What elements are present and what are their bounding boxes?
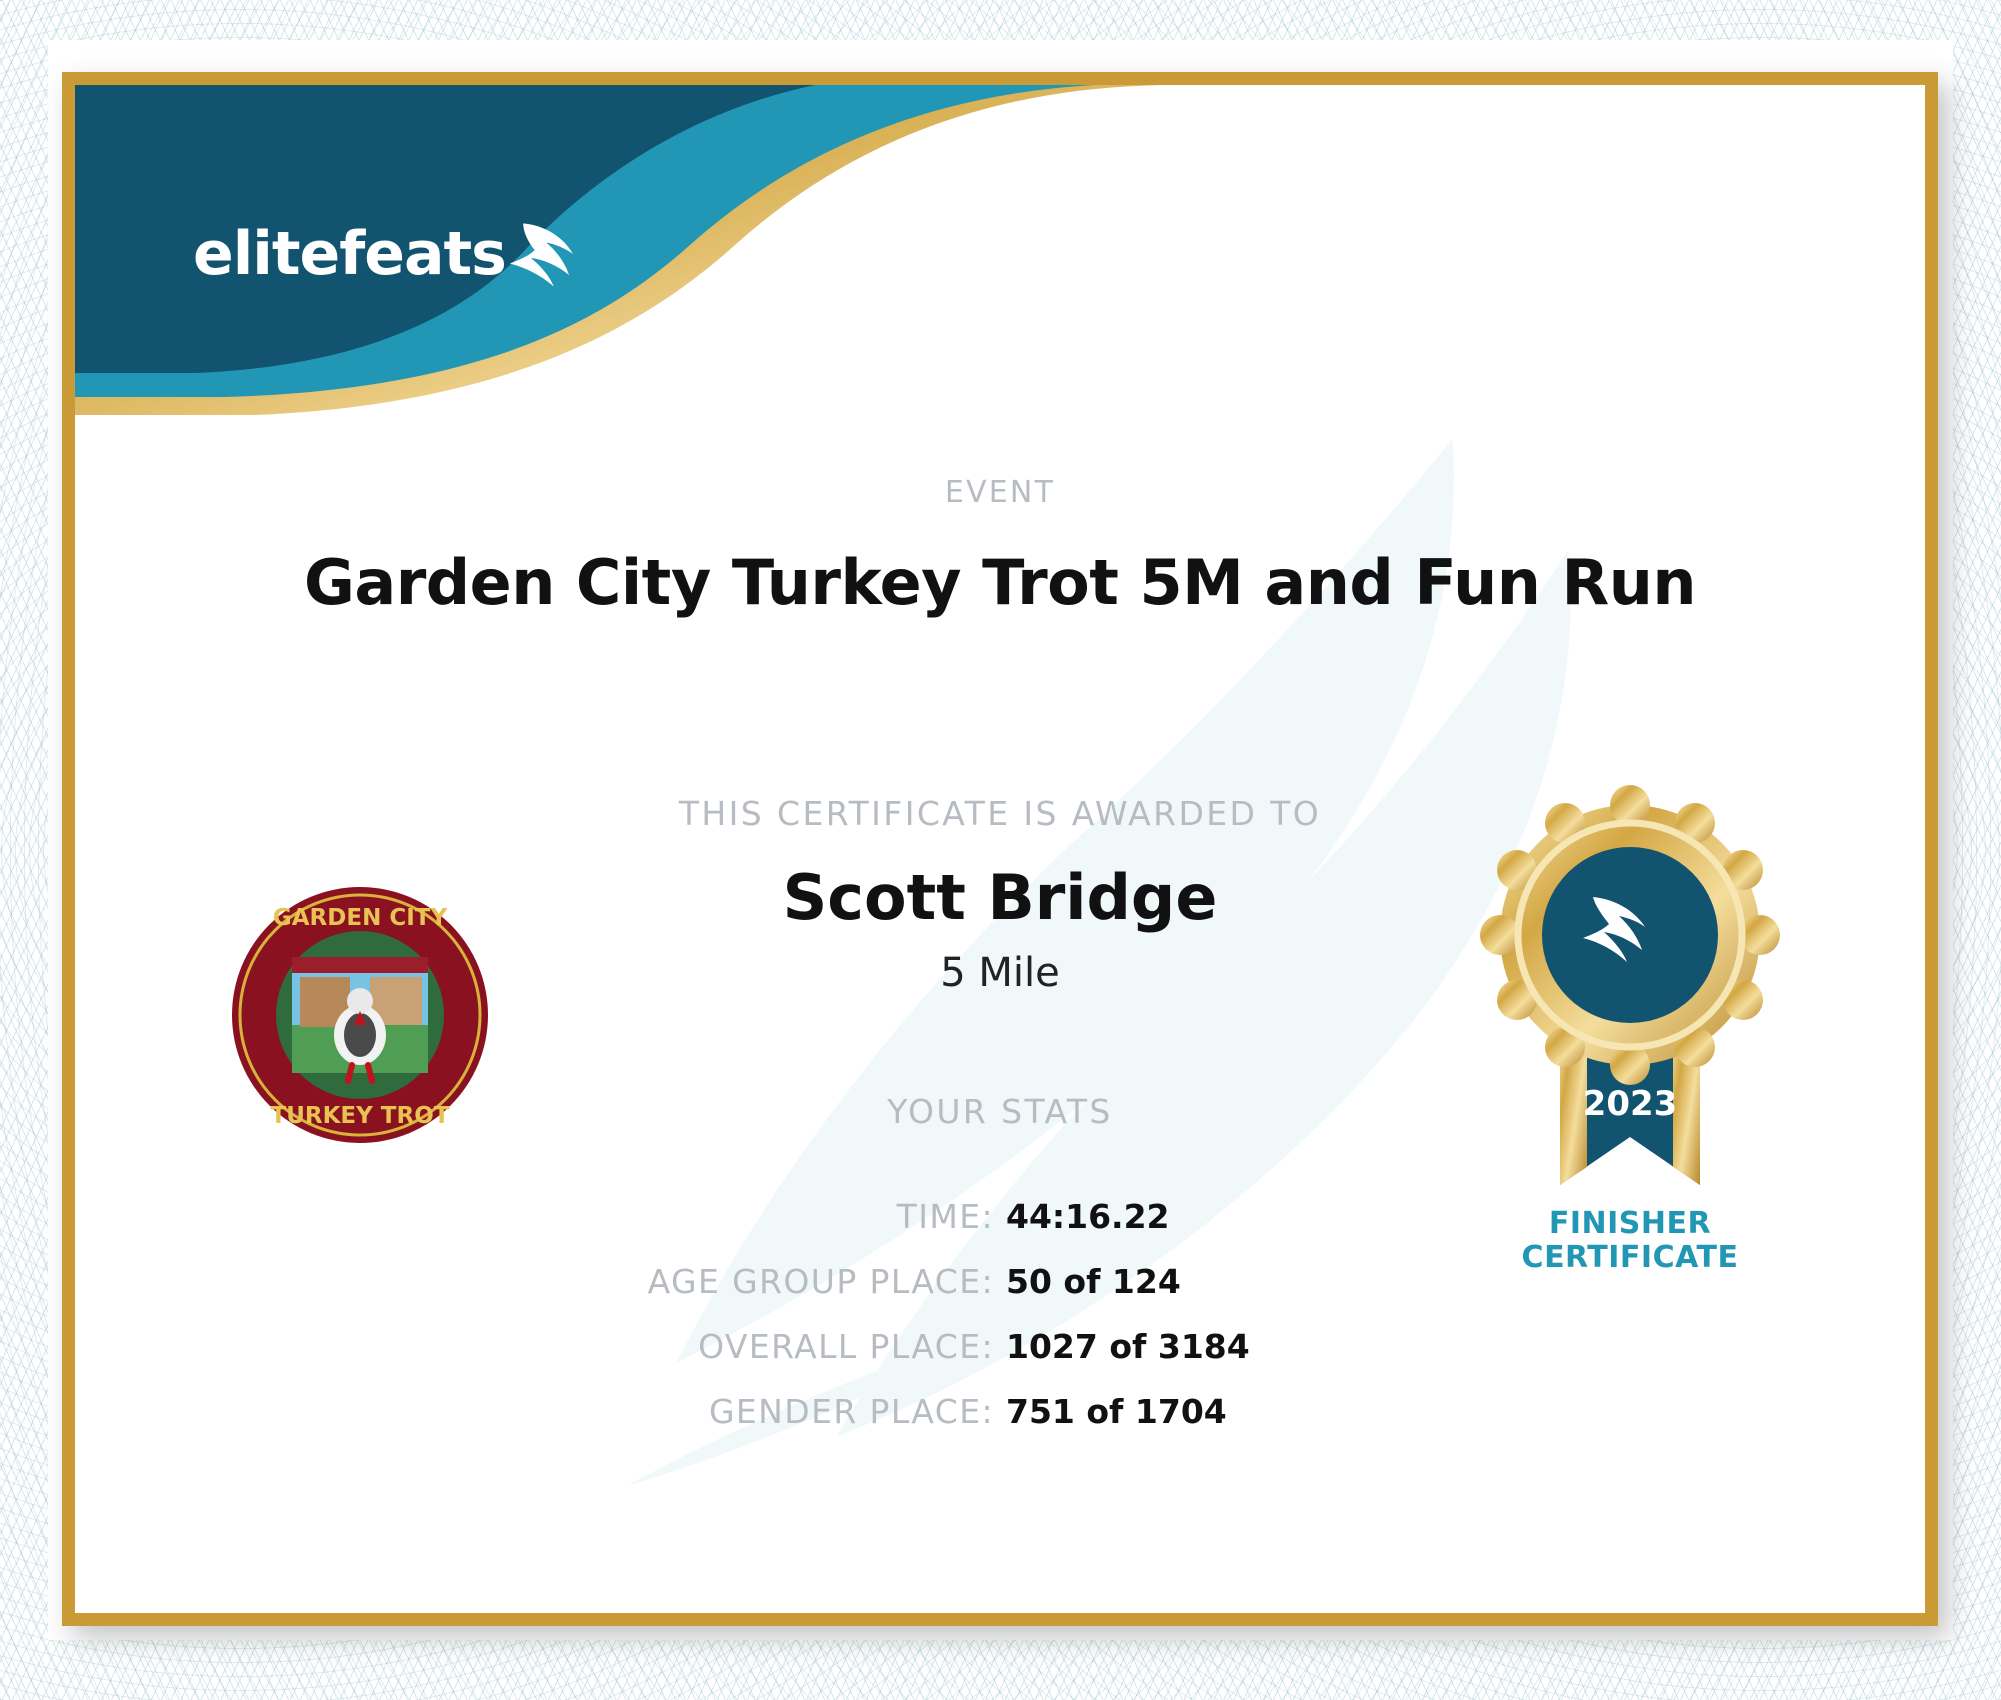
stat-row (75, 1327, 1925, 1366)
stats-label: YOUR STATS (887, 1092, 1113, 1131)
stat-value-overall-place: 1027 of 3184 (1006, 1327, 1250, 1366)
elitefeats-logo (193, 215, 592, 293)
badge-caption-line1: FINISHER (1548, 1205, 1712, 1241)
stat-key-gender-place: GENDER PLACE: (708, 1392, 994, 1431)
recipient-name: Scott Bridge (782, 861, 1218, 934)
badge-caption (1465, 1207, 1795, 1275)
badge-caption-line2: CERTIFICATE (1521, 1239, 1739, 1275)
certificate-card (62, 72, 1938, 1626)
race-distance: 5 Mile (940, 950, 1060, 996)
event-label: EVENT (944, 475, 1056, 510)
winged-foot-icon (506, 215, 592, 293)
finisher-badge-graphic (1465, 785, 1795, 1225)
stat-row (75, 1392, 1925, 1431)
event-name: Garden City Turkey Trot 5M and Fun Run (303, 546, 1697, 619)
medallion-bottom-text: TURKEY TROT (270, 1103, 450, 1129)
badge-year: 2023 (1582, 1084, 1678, 1124)
logo-text: elitefeats (193, 219, 506, 289)
stat-value-time: 44:16.22 (1006, 1197, 1170, 1236)
stat-key-overall-place: OVERALL PLACE: (698, 1327, 994, 1366)
stat-value-gender-place: 751 of 1704 (1006, 1392, 1227, 1431)
awarded-to-label: THIS CERTIFICATE IS AWARDED TO (678, 794, 1322, 833)
stat-value-age-group-place: 50 of 124 (1006, 1262, 1181, 1301)
stat-key-time: TIME: (896, 1197, 994, 1236)
event-logo-medallion (230, 885, 490, 1145)
stat-key-age-group-place: AGE GROUP PLACE: (647, 1262, 994, 1301)
medallion-top-text: GARDEN CITY (272, 905, 448, 931)
finisher-badge (1465, 785, 1795, 1275)
